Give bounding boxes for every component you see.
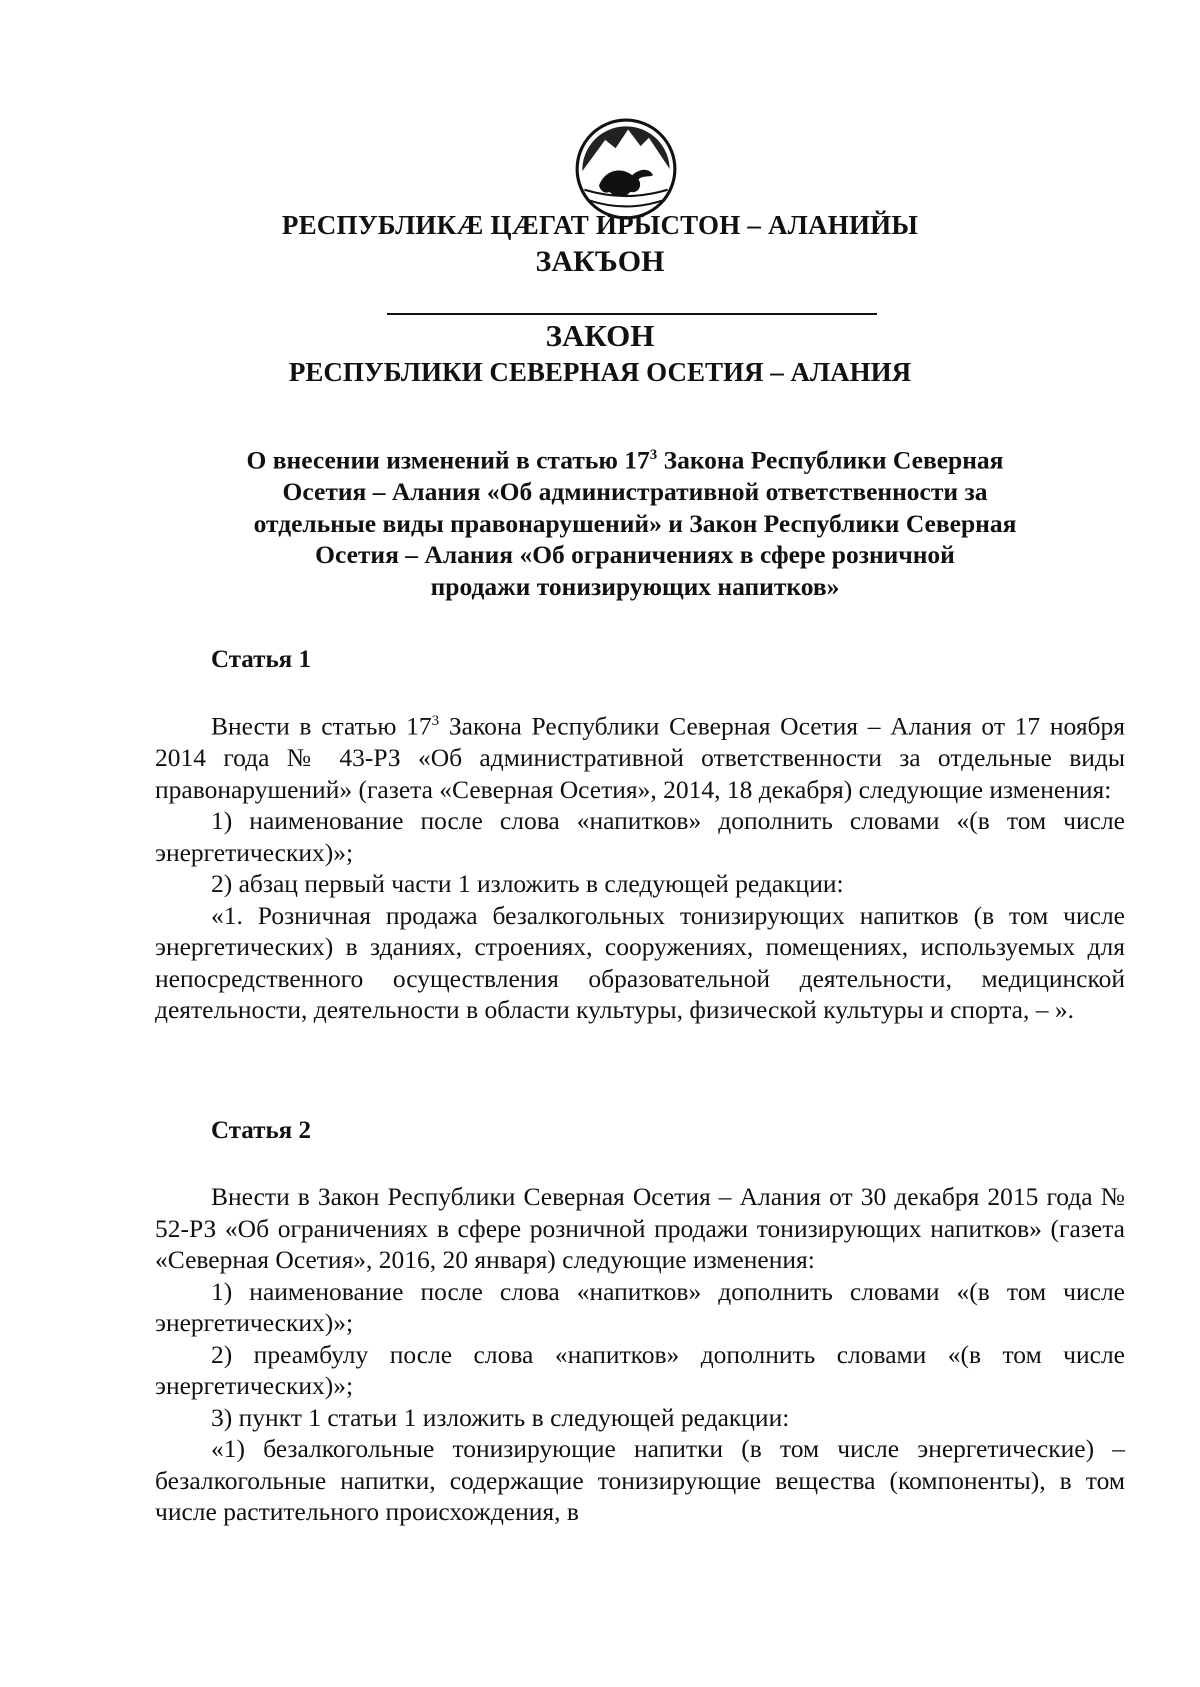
ossetian-law-label: ЗАКЪОН xyxy=(535,245,665,278)
article-2-heading: Статья 2 xyxy=(211,1117,311,1144)
document-title xyxy=(195,440,1075,602)
title-line-3: отдельные виды правонарушений» и Закон Республики Северная xyxy=(253,508,1017,538)
article-1-body xyxy=(155,706,1125,1026)
title-line-1: О внесении изменений в статью $17^3$ Закона Республики Северная xyxy=(246,445,1004,475)
title-line-4: Осетия – Алания «Об ограничениях в сфере розничной xyxy=(315,540,955,569)
article-1-item-1: 1) наименование после слова «напитков» дополнить словами «(в том числе энергетических)»; xyxy=(155,806,1125,867)
article-1-intro: Внести в статью $17^3$ Закона Республики Северная Осетия – Алания от 17 ноября 2014 года № 43-РЗ «Об административной ответственности за отдельные виды правонарушений» (газета «Северная Осетия», 2014, 18 декабря) следующие изменения: xyxy=(155,711,1125,804)
coat-of-arms-icon xyxy=(574,117,678,221)
article-2-item-4: «1) безалкогольные тонизирующие напитки (в том числе энергетические) – безалкогольные напитки, содержащие тонизирующие вещества (компоненты), в том числе растительного происхождения, в xyxy=(155,1434,1125,1526)
article-2-item-3: 3) пункт 1 статьи 1 изложить в следующей редакции: xyxy=(211,1402,790,1432)
article-1-heading: Статья 1 xyxy=(211,646,311,673)
article-2-intro: Внести в Закон Республики Северная Осетия – Алания от 30 декабря 2015 года № 52-РЗ «Об ограничениях в сфере розничной продажи тонизирующих напитков» (газета «Северная Осетия», 2016, 20 января) следующие изменения: xyxy=(155,1182,1125,1274)
article-2-item-2: 2) преамбулу после слова «напитков» дополнить словами «(в том числе энергетических)»; xyxy=(155,1339,1125,1400)
article-2-item-1: 1) наименование после слова «напитков» дополнить словами «(в том числе энергетических)»; xyxy=(155,1276,1125,1337)
article-1-item-2: 2) абзац первый части 1 изложить в следующей редакции: xyxy=(211,869,844,898)
article-2-body xyxy=(155,1181,1125,1528)
republic-title: РЕСПУБЛИКИ СЕВЕРНАЯ ОСЕТИЯ – АЛАНИЯ xyxy=(288,357,912,387)
title-line-5: продажи тонизирующих напитков» xyxy=(430,571,840,601)
title-line-2: Осетия – Алания «Об административной ответственности за xyxy=(282,477,988,506)
article-1-item-3: «1. Розничная продажа безалкогольных тонизирующих напитков (в том числе энергетических) в зданиях, строениях, сооружениях, помещениях, используемых для непосредственного осуществления образовательной деятельности, медицинской деятельности, деятельности в области культуры, физической культуры и спорта, – ». xyxy=(155,900,1125,1024)
law-label: ЗАКОН xyxy=(545,318,655,353)
ossetian-republic-title: РЕСПУБЛИКÆ ЦÆГАТ ИРЫСТОН – АЛАНИЙЫ xyxy=(281,210,919,240)
header-divider xyxy=(387,313,877,315)
